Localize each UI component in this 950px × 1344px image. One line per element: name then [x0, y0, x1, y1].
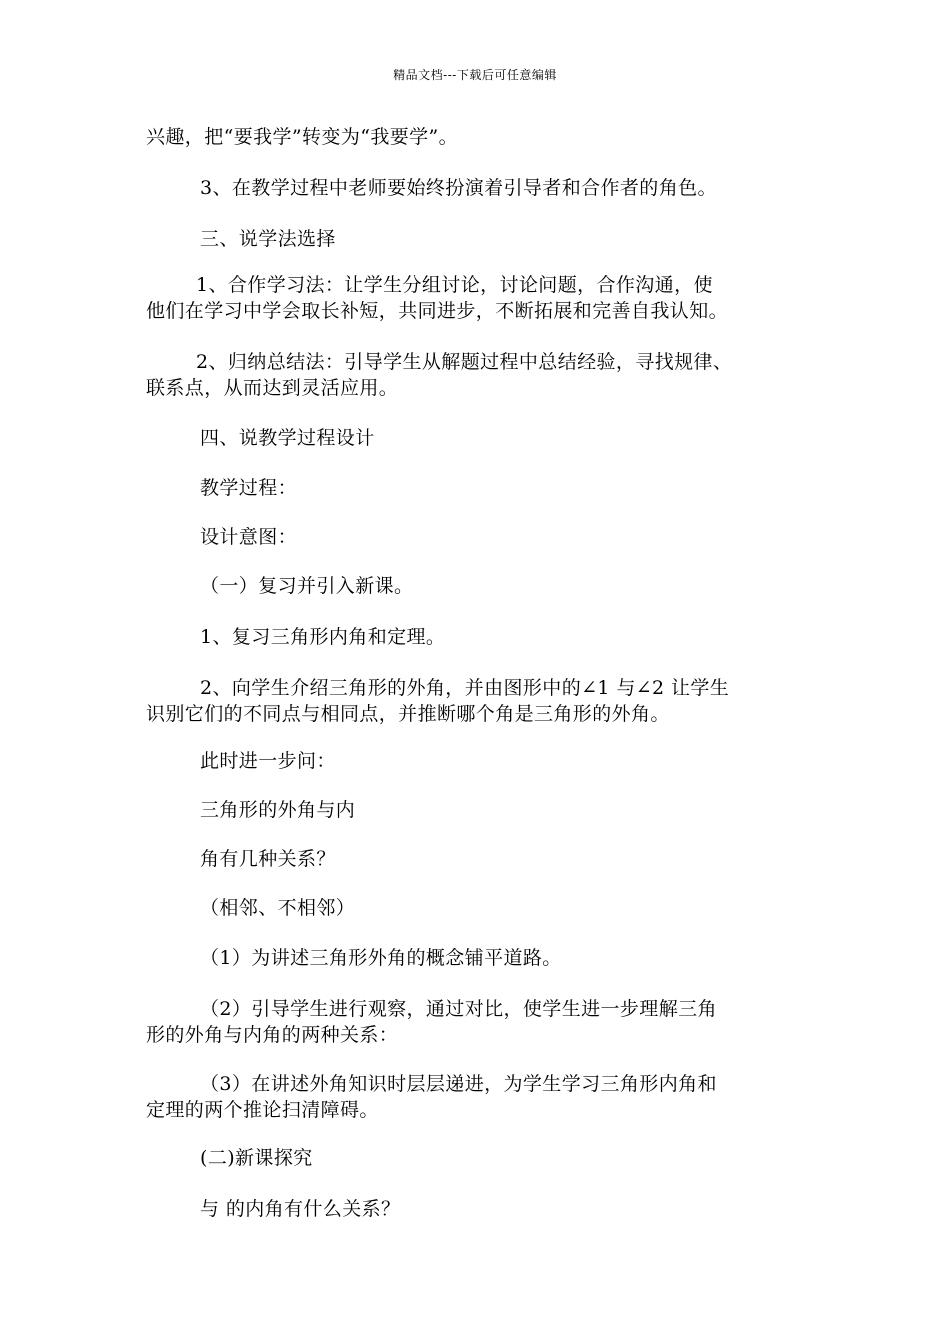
- subsection-heading: （一）复习并引入新课。: [200, 575, 414, 597]
- paragraph-line: 兴趣，把“要我学”转变为“我要学”。: [146, 126, 459, 148]
- paragraph-line: 形的外角与内角的两种关系：: [146, 1024, 399, 1046]
- paragraph-line: 此时进一步问：: [200, 750, 336, 772]
- paragraph-line: 1、合作学习法：让学生分组讨论，讨论问题，合作沟通，使: [196, 274, 713, 296]
- paragraph-line: 教学过程：: [200, 477, 298, 499]
- paragraph-line: （3）在讲述外角知识时层层递进，为学生学习三角形内角和: [200, 1073, 717, 1095]
- paragraph-line: 三角形的外角与内: [200, 799, 356, 821]
- subsection-heading: (二)新课探究: [200, 1147, 313, 1169]
- paragraph-line: 角有几种关系？: [200, 848, 336, 870]
- paragraph-line: 与 的内角有什么关系？: [200, 1198, 401, 1220]
- paragraph-line: 定理的两个推论扫清障碍。: [146, 1099, 379, 1121]
- paragraph-line: 他们在学习中学会取长补短，共同进步，不断拓展和完善自我认知。: [146, 300, 729, 322]
- paragraph-line: 联系点，从而达到灵活应用。: [146, 377, 399, 399]
- paragraph-line: （1）为讲述三角形外角的概念铺平道路。: [200, 947, 562, 969]
- paragraph-line: 设计意图：: [200, 526, 298, 548]
- paragraph-line: 识别它们的不同点与相同点，并推断哪个角是三角形的外角。: [146, 703, 670, 725]
- paragraph-line: 2、向学生介绍三角形的外角，并由图形中的∠1 与∠2 让学生: [200, 677, 730, 699]
- paragraph-line: （相邻、不相邻）: [200, 897, 356, 919]
- paragraph-line: 2、归纳总结法：引导学生从解题过程中总结经验，寻找规律、: [196, 351, 733, 373]
- paragraph-line: 1、复习三角形内角和定理。: [200, 626, 446, 648]
- section-heading: 四、说教学过程设计: [200, 427, 375, 449]
- paragraph-line: 3、在教学过程中老师要始终扮演着引导者和合作者的角色。: [200, 177, 717, 199]
- page-header: 精品文档---下载后可任意编辑: [393, 68, 557, 82]
- section-heading: 三、说学法选择: [200, 228, 336, 250]
- paragraph-line: （2）引导学生进行观察，通过对比，使学生进一步理解三角: [200, 998, 717, 1020]
